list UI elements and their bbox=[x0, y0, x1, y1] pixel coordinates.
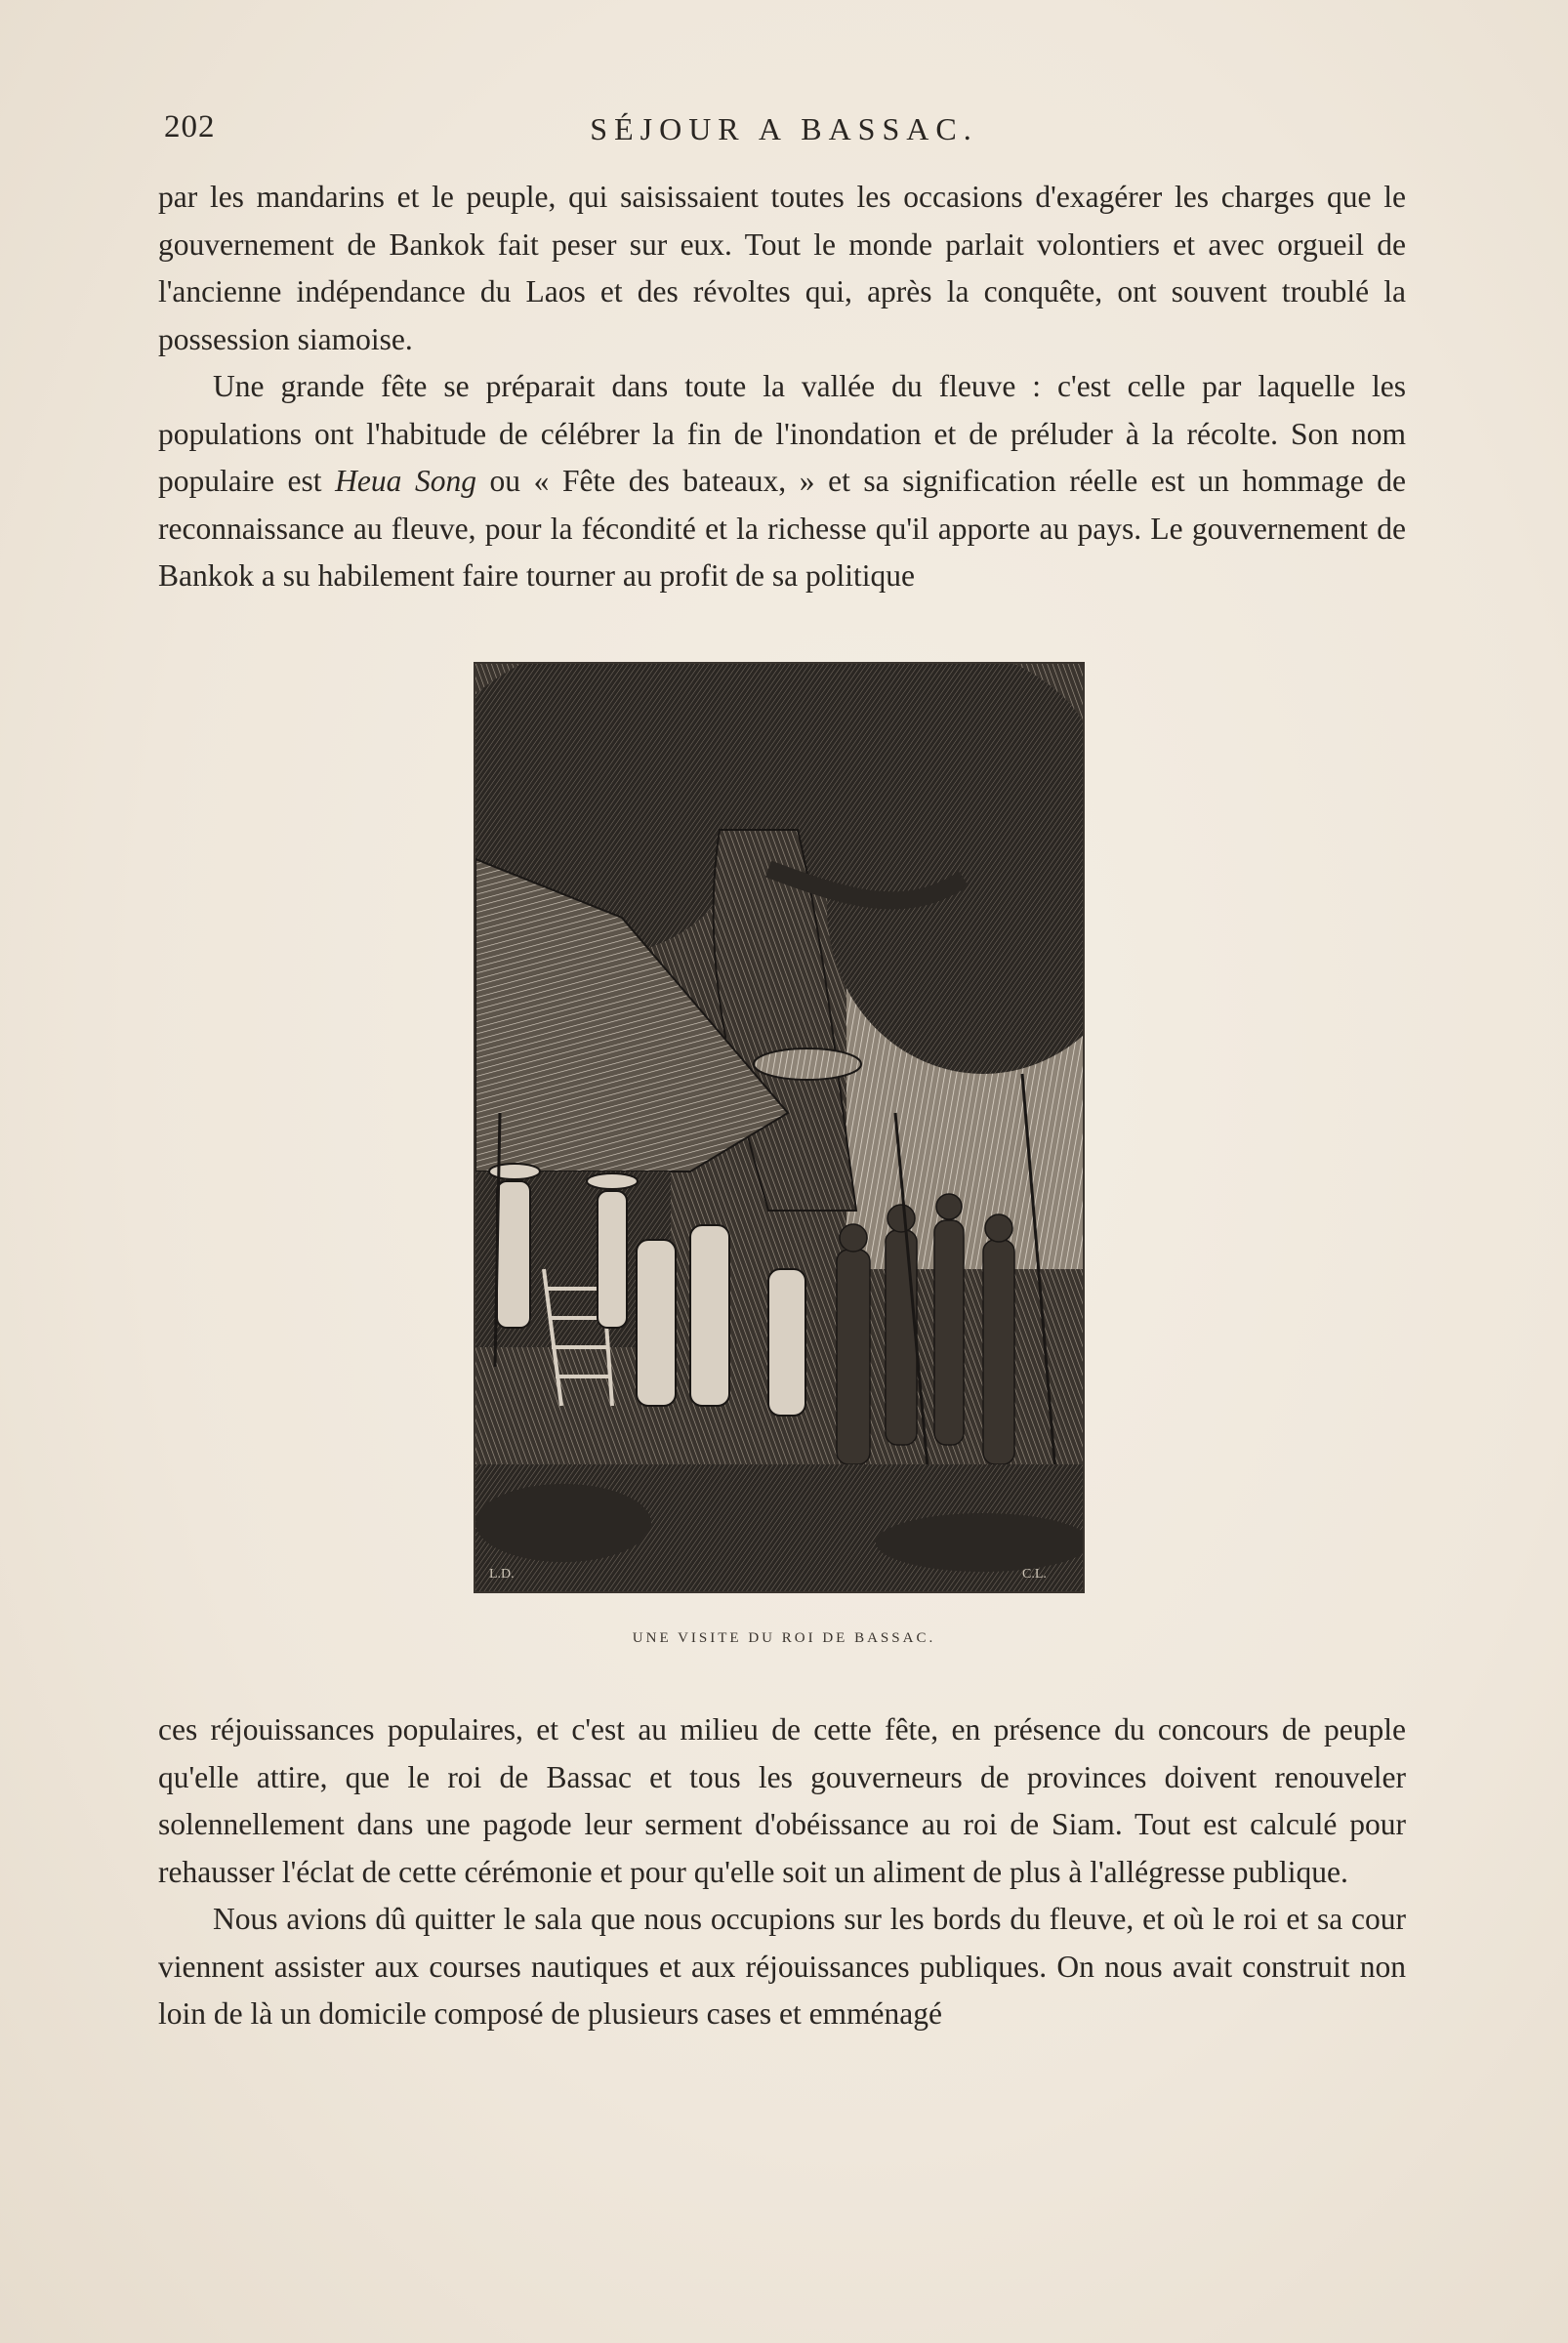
italic-term: Heua Song bbox=[335, 464, 476, 498]
page-number: 202 bbox=[164, 109, 216, 144]
signature-right: C.L. bbox=[1022, 1567, 1047, 1582]
paragraph: Nous avions dû quitter le sala que nous occupions sur les bords du fleuve, et où le roi et sa cour viennent assister aux courses nautiques et aux réjouissances publiques. On nous avait construit non loin de là un domicile composé de plusieurs cases et emménagé bbox=[158, 1902, 1406, 2031]
text-block-top bbox=[158, 174, 1406, 600]
text-block-bottom bbox=[158, 1706, 1406, 2038]
paragraph: ces réjouissances populaires, et c'est au milieu de cette fête, en présence du concours de peuple qu'elle attire, que le roi de Bassac et tous les gouverneurs de provinces doivent renouveler solennellement dans une pagode leur serment d'obéissance au roi de Siam. Tout est calculé pour rehausser l'éclat de cette cérémonie et pour qu'elle soit un aliment de plus à l'allégresse publique. bbox=[158, 1712, 1406, 1889]
paragraph bbox=[158, 363, 1406, 600]
running-title: SÉJOUR A BASSAC. bbox=[590, 111, 978, 146]
page-header bbox=[164, 109, 1404, 158]
paragraph: par les mandarins et le peuple, qui saisissaient toutes les occasions d'exagérer les charges que le gouvernement de Bankok fait peser sur eux. Tout le monde parlait volontiers et avec orgueil de l'ancienne indépendance du Laos et des révoltes qui, après la conquête, ont souvent troublé la possession siamoise. bbox=[158, 180, 1406, 356]
figure-caption: UNE VISITE DU ROI DE BASSAC. bbox=[632, 1630, 936, 1646]
paragraph-text: Une grande fête se préparait dans toute la vallée du fleuve : c'est celle par laquelle les populations ont l'habitude de célébrer la fin de l'inondation et de préluder à la récolte. Son nom populaire est bbox=[158, 369, 1406, 498]
signature-left: L.D. bbox=[489, 1567, 515, 1582]
paragraph-text: ou « Fête des bateaux, » et sa signification réelle est un hommage de reconnaissance au fleuve, pour la fécondité et la richesse qu'il apporte au pays. Le gouvernement de Bankok a su habilement faire tourner au profit de sa politique bbox=[158, 464, 1406, 593]
engraving-illustration bbox=[474, 662, 1085, 1593]
engraving-image bbox=[475, 664, 1083, 1591]
